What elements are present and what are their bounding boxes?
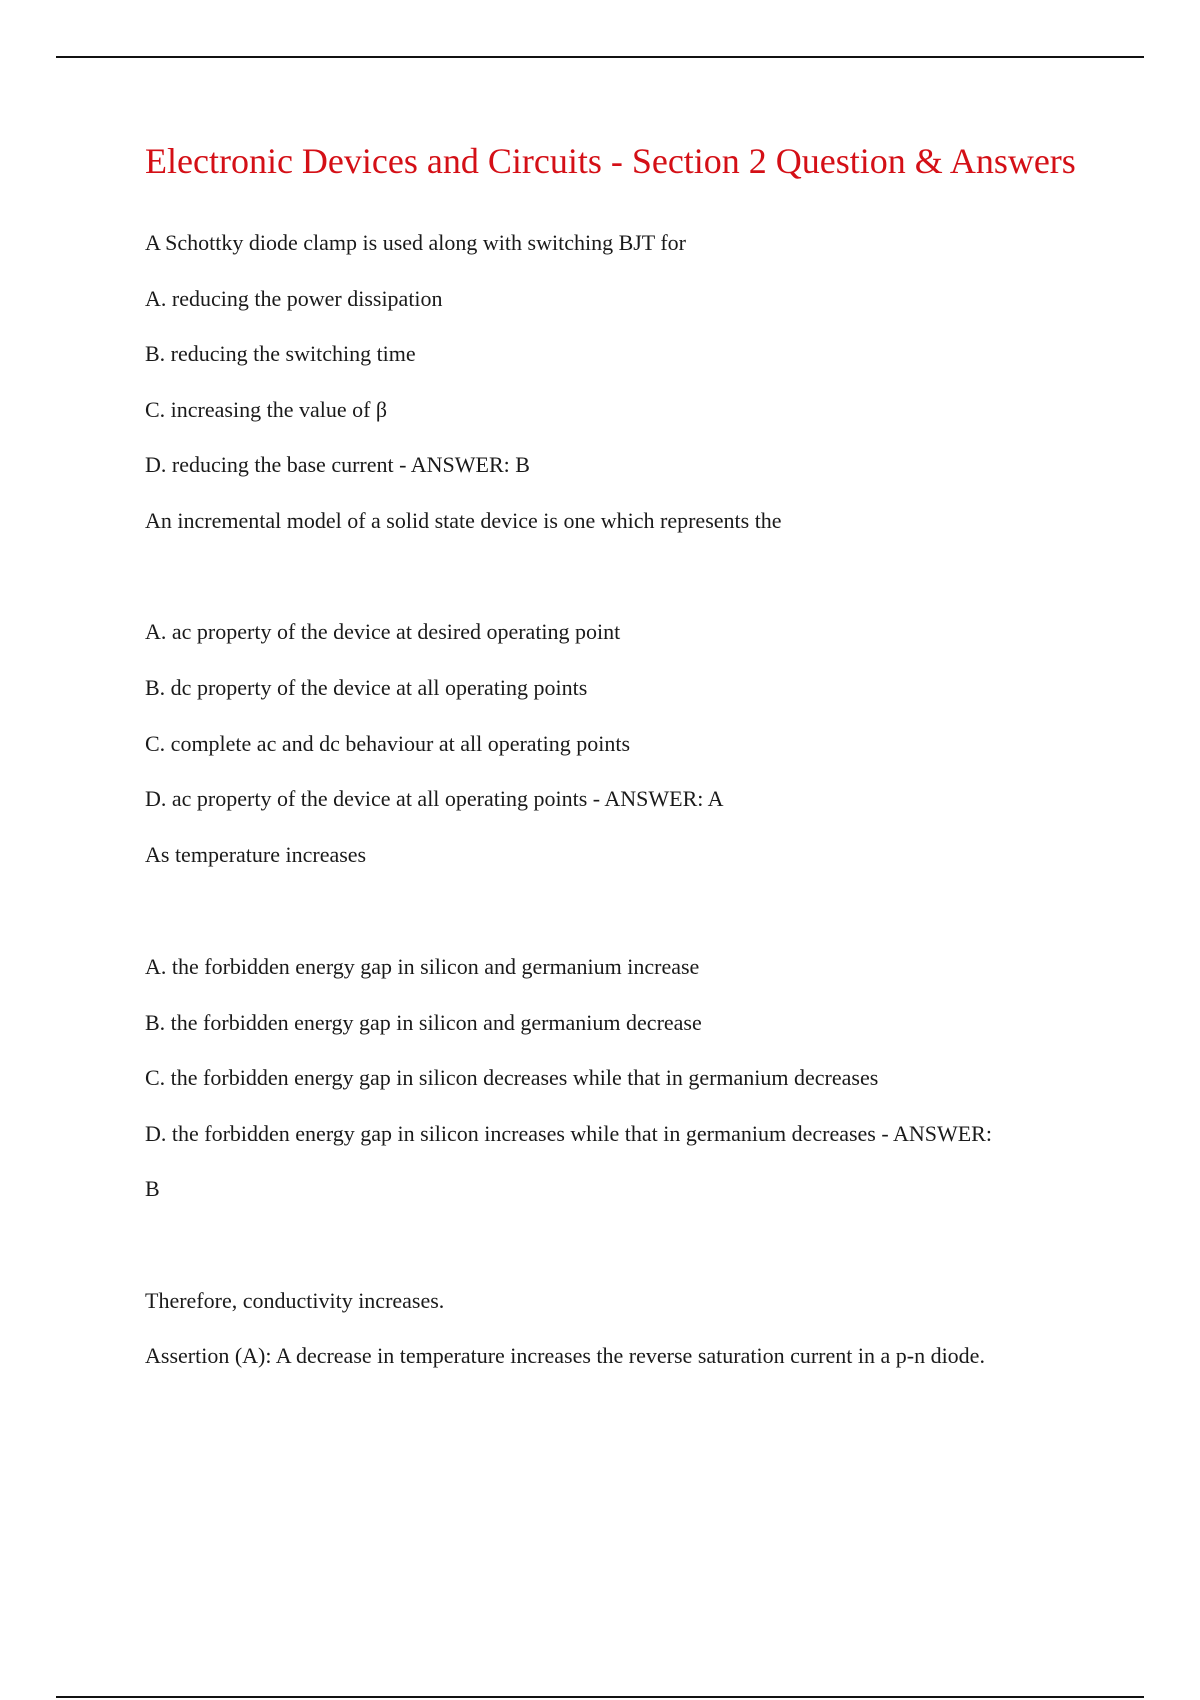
question-3-answer-letter: B bbox=[145, 1176, 160, 1201]
question-2-option-c: C. complete ac and dc behaviour at all operating points bbox=[145, 731, 631, 756]
question-3-option-c: C. the forbidden energy gap in silicon decreases while that in germanium decreases bbox=[145, 1065, 879, 1090]
question-2-text: An incremental model of a solid state device is one which represents the bbox=[145, 508, 782, 533]
question-2-option-a: A. ac property of the device at desired operating point bbox=[145, 619, 621, 644]
bottom-rule bbox=[56, 1696, 1144, 1698]
question-2-option-b: B. dc property of the device at all operating points bbox=[145, 675, 588, 700]
question-1-option-b: B. reducing the switching time bbox=[145, 341, 416, 366]
question-3-option-a: A. the forbidden energy gap in silicon and germanium increase bbox=[145, 954, 700, 979]
question-3-option-d-answer: D. the forbidden energy gap in silicon increases while that in germanium decreases - ANSWER: bbox=[145, 1121, 992, 1146]
explanation-text: Therefore, conductivity increases. bbox=[145, 1288, 445, 1313]
question-1-option-d-answer: D. reducing the base current - ANSWER: B bbox=[145, 452, 530, 477]
page-title: Electronic Devices and Circuits - Section 2 Question & Answers bbox=[145, 141, 1076, 181]
question-1-option-a: A. reducing the power dissipation bbox=[145, 286, 443, 311]
question-1-text: A Schottky diode clamp is used along with switching BJT for bbox=[145, 230, 686, 255]
question-3-option-b: B. the forbidden energy gap in silicon and germanium decrease bbox=[145, 1010, 702, 1035]
top-rule bbox=[56, 56, 1144, 58]
question-3-text: As temperature increases bbox=[145, 842, 367, 867]
question-1-option-c: C. increasing the value of β bbox=[145, 397, 388, 422]
assertion-text: Assertion (A): A decrease in temperature increases the reverse saturation current in a p-n diode. bbox=[145, 1343, 985, 1368]
question-2-option-d-answer: D. ac property of the device at all operating points - ANSWER: A bbox=[145, 786, 724, 811]
